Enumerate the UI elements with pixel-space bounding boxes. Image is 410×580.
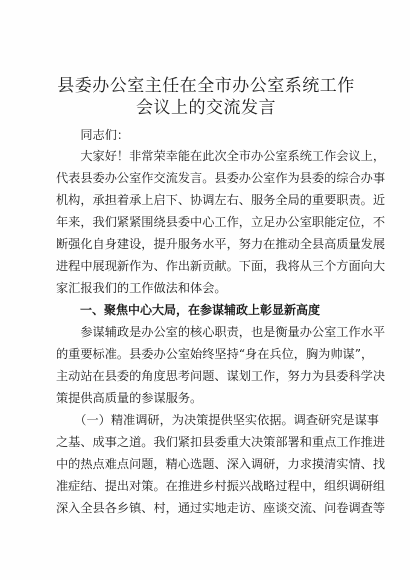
paragraph-line: 主动站在县委的角度思考问题、谋划工作，努力为县委科学决 <box>56 369 386 383</box>
paragraph-line: 断强化自身建设，提升服务水平，努力在推动全县高质量发展 <box>56 237 386 251</box>
paragraph-line: 参谋辅政是办公室的核心职责，也是衡量办公室工作水平 <box>56 325 386 339</box>
paragraph-line: 大家好！非常荣幸能在此次全市办公室系统工作会议上， <box>56 149 386 163</box>
paragraph-line: 深入全县各乡镇、村，通过实地走访、座谈交流、问卷调查等 <box>56 501 386 515</box>
paragraph-line: 年来，我们紧紧围绕县委中心工作，立足办公室职能定位，不 <box>56 215 386 229</box>
paragraph-line: 机构，承担着承上启下、协调左右、服务全局的重要职责。近 <box>56 193 386 207</box>
paragraph-line: 之基、成事之道。我们紧扣县委重大决策部署和重点工作推进 <box>56 435 386 449</box>
document-title: 县委办公室主任在全市办公室系统工作会议上的交流发言 <box>57 76 355 118</box>
paragraph-line: 进程中展现新作为、作出新贡献。下面，我将从三个方面向大 <box>56 259 386 273</box>
paragraph-line: 的重要标准。县委办公室始终坚持“身在兵位，胸为帅谋”， <box>56 347 374 361</box>
paragraph-line: 策提供高质量的参谋服务。 <box>56 391 203 405</box>
paragraph-line: 家汇报我们的工作做法和体会。 <box>56 281 227 295</box>
paragraph-line: （一）精准调研，为决策提供坚实依据。调查研究是谋事 <box>56 413 379 427</box>
section-heading: 一、聚焦中心大局，在参谋辅政上彰显新高度 <box>56 303 321 317</box>
paragraph-line: 中的热点难点问题，精心选题、深入调研，力求摸清实情、找 <box>56 457 386 471</box>
paragraph-line: 准症结、提出对策。在推进乡村振兴战略过程中，组织调研组 <box>56 479 386 493</box>
paragraph-line: 代表县委办公室作交流发言。县委办公室作为县委的综合办事 <box>56 171 386 185</box>
salutation-line: 同志们： <box>56 128 130 142</box>
